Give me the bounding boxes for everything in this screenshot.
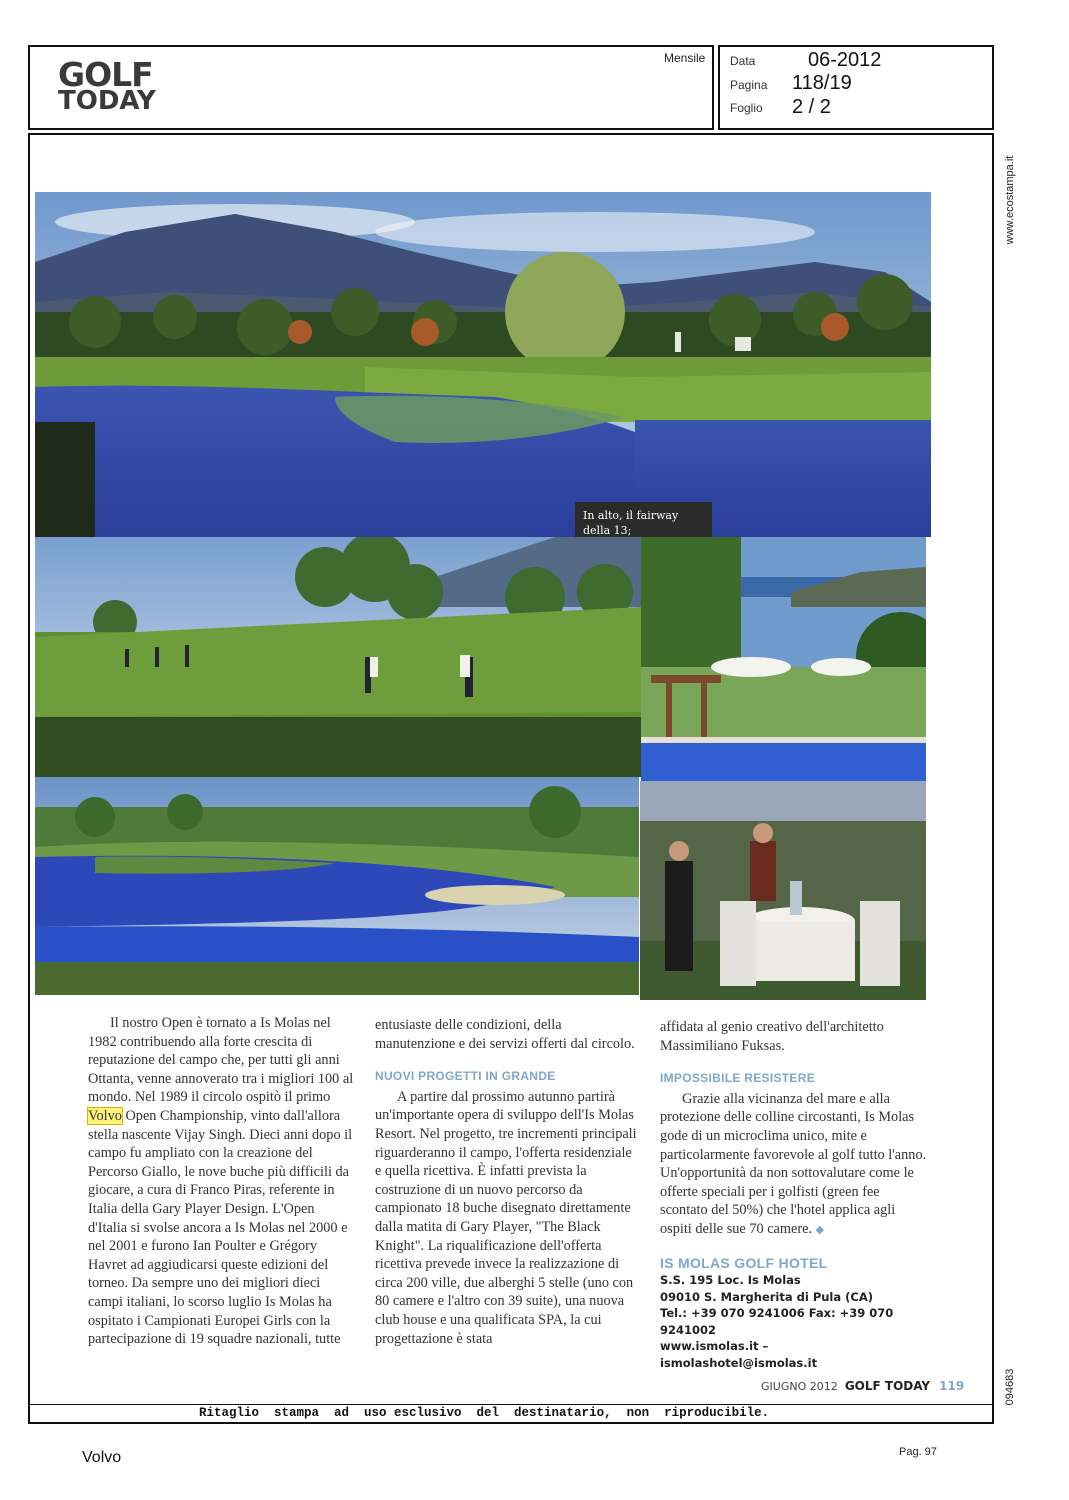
photo-pool-svg (641, 537, 926, 781)
folio-magazine: GOLF TODAY (844, 1379, 931, 1393)
article-column-1 (88, 1014, 354, 1349)
hotel-title: IS MOLAS GOLF HOTEL (660, 1254, 828, 1271)
pagina-label: Pagina (730, 78, 768, 92)
photo-green-8 (35, 777, 639, 995)
hotel-web-email: www.ismolas.it – ismolashotel@ismolas.it (660, 1339, 818, 1370)
photo-dinner-svg (640, 781, 926, 1000)
data-label: Data (730, 54, 756, 68)
notice-divider (28, 1404, 994, 1405)
logo-line-today: TODAY (58, 85, 156, 116)
article-column-3 (660, 1018, 928, 1371)
caption-line-1: In alto, il fairway della 13; (583, 509, 679, 537)
col3-continuation: affidata al genio creativo dell'architetto Massimiliano Fuksas. (660, 1019, 884, 1054)
page-folio (761, 1375, 964, 1394)
foglio-value: 2 / 2 (792, 96, 831, 118)
photo-fairway-13-svg (35, 192, 931, 537)
frequency-label: Mensile (664, 51, 706, 65)
col2-continuation: entusiaste delle condizioni, della manutenzione e dei servizi offerti dal circolo. (375, 1017, 635, 1052)
hotel-phone-fax: Tel.: +39 070 9241006 Fax: +39 070 9241002 (660, 1306, 894, 1337)
col2-paragraph: A partire dal prossimo autunno partirà un'importante opera di sviluppo dell'Is Molas Resort. Nel progetto, tre incrementi principali riguarderanno il campo, l'offerta residenziale e quella ricettiva. È infatti prevista la costruzione di un nuovo percorso da campionato 18 buche disegnato direttamente dalla matita di Gary Player, "The Black Knight". La riqualificazione dell'offerta ricettiva prevede invece la realizzazione di circa 200 ville, due alberghi 5 stelle (uno con 80 camere e l'altro con 39 suite), una nuova club house e una qualificata SPA, la cui progettazione è stata (375, 1088, 637, 1347)
article-column-2 (375, 1016, 641, 1348)
col3-paragraph-text: Grazie alla vicinanza del mare e alla protezione delle colline circostanti, Is Molas gode di un microclima unico, mite e particolarmente favorevole al golf tutto l'anno. Un'opportunità da non sottovalutare come le offerte speciali per i golfisti (green fee scontato del 50%) che l'hotel applica agli ospiti delle sue 70 camere. (660, 1090, 927, 1237)
footer-page-number: Pag. 97 (899, 1446, 937, 1458)
subheading-nuovi-progetti: NUOVI PROGETTI IN GRANDE (375, 1069, 556, 1084)
footer-keyword: Volvo (82, 1449, 122, 1466)
para-1-after: Open Championship, vinto dall'allora stella nascente Vijay Singh. Dieci anni dopo il campo fu ampliato con la creazione del Percorso Giallo, le nove buche più difficili da giocare, a cura di Franco Piras, referente in Italia della Gary Player Design. L'Open d'Italia si svolse ancora a Is Molas nel 2000 e nel 2001 e furono Ian Poulter e Grégory Havret ad aggiudicarsi queste edizioni del torneo. Da sempre uno dei migliori dieci campi italiani, lo scorso luglio Is Molas ha ospitato i Campionati Europei Girls con la partecipazione di 19 squadre nazionali, tutte (88, 1107, 353, 1348)
subheading-impossibile-resistere: IMPOSSIBILE RESISTERE (660, 1071, 815, 1086)
website-vertical: www.ecostampa.it (1004, 155, 1016, 245)
data-value: 06-2012 (808, 49, 882, 71)
hotel-address: S.S. 195 Loc. Is Molas (660, 1273, 801, 1288)
logo-line-golf: GOLF (58, 55, 153, 94)
photo-pool (641, 537, 926, 781)
photo-dinner (640, 781, 926, 1000)
end-mark-icon: ◆ (815, 1223, 825, 1236)
magazine-logo (58, 55, 156, 116)
hotel-city: 09010 S. Margherita di Pula (CA) (660, 1289, 873, 1304)
highlight-keyword: Volvo (88, 1107, 122, 1124)
foglio-label: Foglio (730, 101, 763, 115)
folio-date: GIUGNO 2012 (761, 1380, 838, 1393)
photo-driving-range-svg (35, 537, 641, 777)
article-para-1 (88, 1014, 354, 1349)
folio-page: 119 (939, 1379, 965, 1393)
photo-driving-range (35, 537, 641, 777)
pagina-value: 118/19 (792, 72, 852, 94)
para-1-before: Il nostro Open è tornato a Is Molas nel 1982 contribuendo alla forte crescita di reputazione del campo che, per tutti gli anni Ottanta, venne annoverato tra i migliori 100 al mondo. Nel 1989 il circolo ospitò il primo (88, 1015, 354, 1106)
reproduction-notice: Ritaglio stampa ad uso esclusivo del destinatario, non riproducibile. (199, 1406, 770, 1420)
photo-green-8-svg (35, 777, 639, 995)
photo-fairway-13 (35, 192, 931, 537)
col3-paragraph (660, 1090, 928, 1240)
archive-code-vertical: 094683 (1004, 1368, 1016, 1406)
